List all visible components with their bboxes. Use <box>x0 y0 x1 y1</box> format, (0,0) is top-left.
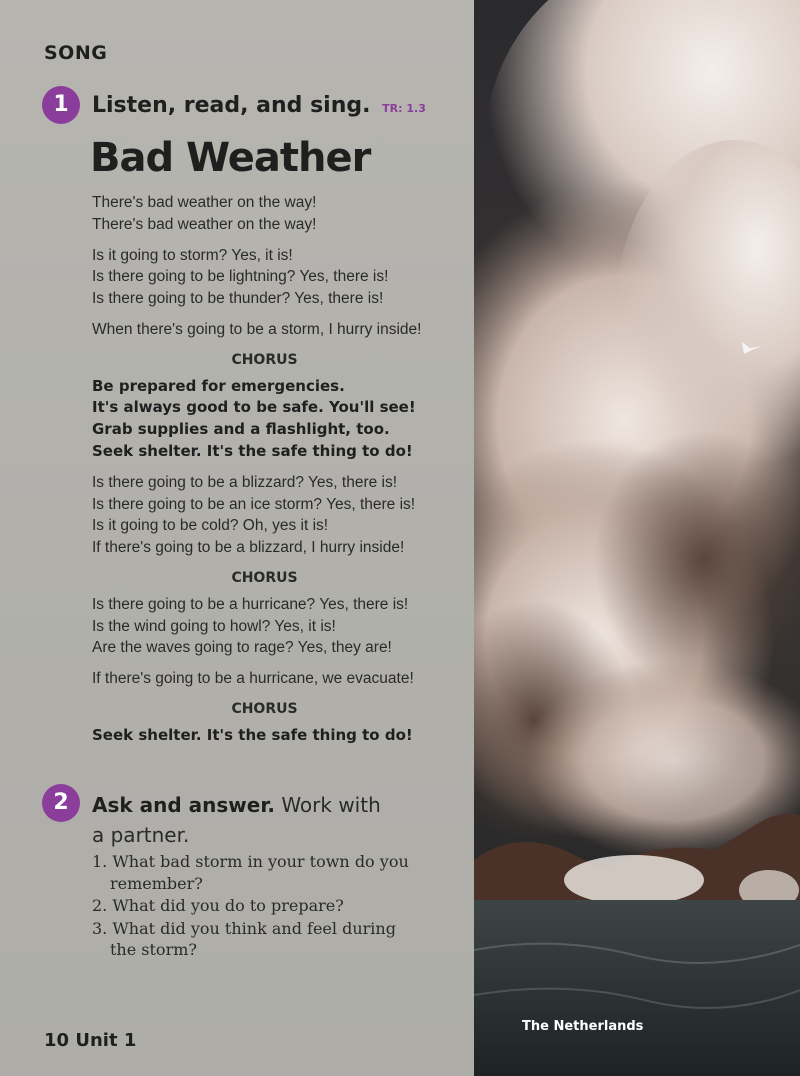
stanza-1 <box>92 192 462 236</box>
chorus-label: CHORUS <box>231 569 298 586</box>
activity-1-instruction <box>92 93 426 118</box>
chorus-line: Grab supplies and a flashlight, too. <box>92 420 390 439</box>
lyric-line: Is it going to be cold? Oh, yes it is! <box>92 517 329 535</box>
activity-2-badge: 2 <box>42 784 80 822</box>
lyric-line: There's bad weather on the way! <box>92 215 317 233</box>
lyric-line: Are the waves going to rage? Yes, they are! <box>92 639 392 657</box>
final-line: Seek shelter. It's the safe thing to do! <box>92 725 413 744</box>
lyric-line: Is there going to be a blizzard? Yes, there is! <box>92 473 398 491</box>
page-number: 10 <box>44 1030 70 1051</box>
lyric-line: There's bad weather on the way! <box>92 194 317 211</box>
final-line-block <box>92 725 462 747</box>
lyric-line: If there's going to be a hurricane, we evacuate! <box>92 670 414 688</box>
lyric-line: Is there going to be thunder? Yes, there is! <box>92 290 384 308</box>
chorus-line: Seek shelter. It's the safe thing to do! <box>92 441 413 460</box>
chorus-line: Be prepared for emergencies. <box>92 376 345 395</box>
question-list <box>92 851 412 962</box>
chorus-line: It's always good to be safe. You'll see! <box>92 398 416 417</box>
chorus <box>92 376 462 463</box>
stanza-2 <box>92 245 462 310</box>
question-item: 1. What bad storm in your town do you remember? <box>92 852 409 893</box>
song-lyrics <box>92 192 462 756</box>
lyric-line: Is it going to storm? Yes, it is! <box>92 246 293 264</box>
activity-2-instruction <box>92 790 392 850</box>
activity-1-badge: 1 <box>42 86 80 124</box>
unit-label: Unit 1 <box>75 1030 137 1051</box>
stanza-5 <box>92 594 462 659</box>
track-label: TR: 1.3 <box>382 102 426 115</box>
song-title: Bad Weather <box>90 135 371 181</box>
stanza-3 <box>92 319 462 341</box>
stanza-6 <box>92 668 462 690</box>
photo-caption: The Netherlands <box>522 1019 644 1034</box>
lyric-line: When there's going to be a storm, I hurry inside! <box>92 320 422 338</box>
lyric-line: Is there going to be lightning? Yes, there is! <box>92 268 389 286</box>
stanza-4 <box>92 472 462 559</box>
chorus-label: CHORUS <box>231 700 298 717</box>
question-item: 3. What did you think and feel during the storm? <box>92 918 396 960</box>
storm-photo <box>474 0 800 1076</box>
activity-2-instruction-rest: Work with a partner. <box>92 793 381 847</box>
page-footer <box>44 1030 136 1051</box>
question-item: 2. What did you do to prepare? <box>92 896 344 916</box>
lyric-line: Is the wind going to howl? Yes, it is! <box>92 617 336 635</box>
activity-1-instruction-text: Listen, read, and sing. <box>92 93 371 118</box>
lyric-line: Is there going to be an ice storm? Yes, there is! <box>92 495 416 513</box>
wave-illustration <box>474 0 800 1076</box>
lyric-line: Is there going to be a hurricane? Yes, there is! <box>92 595 409 613</box>
lyric-line: If there's going to be a blizzard, I hurry inside! <box>92 539 405 557</box>
section-label: SONG <box>44 42 108 64</box>
activity-2-instruction-bold: Ask and answer. <box>92 793 275 817</box>
chorus-label: CHORUS <box>231 351 298 368</box>
